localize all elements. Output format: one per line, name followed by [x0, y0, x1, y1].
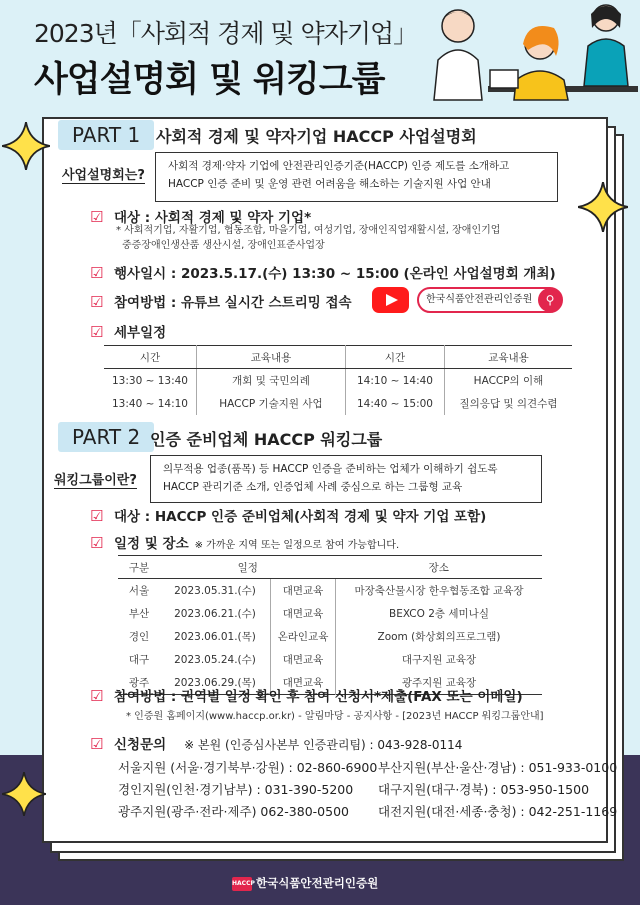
part2-contact-title: ☑ 신청문의 ※ 본원 (인증심사본부 인증관리팀) : 043-928-0114	[90, 735, 463, 753]
part2-target: ☑ 대상 : HACCP 인증 준비업체(사회적 경제 및 약자 기업 포함)	[90, 507, 487, 525]
youtube-icon[interactable]	[372, 287, 409, 313]
contact-main: ※ 본원 (인증심사본부 인증관리팀) : 043-928-0114	[184, 738, 463, 752]
search-box[interactable]	[417, 287, 563, 313]
search-text: 한국식품안전관리인증원	[426, 294, 533, 305]
check-icon: ☑	[90, 735, 104, 753]
check-icon: ☑	[90, 208, 104, 226]
place-note: ※ 가까운 지역 또는 일정으로 참여 가능합니다.	[194, 540, 400, 551]
part1-description-box	[155, 152, 558, 202]
part1-target: ☑ 대상 : 사회적 경제 및 약자 기업*	[90, 208, 312, 226]
desc-line: HACCP 관리기준 소개, 인증업체 사례 중심으로 하는 그룹형 교육	[163, 481, 463, 493]
desc-line: HACCP 인증 준비 및 운영 관련 어려움을 해소하는 기술지원 사업 안내	[168, 178, 491, 190]
table-header-row: 시간 교육내용 시간 교육내용	[104, 346, 572, 369]
part2-method: ☑ 참여방법 : 권역별 일정 확인 후 참여 신청서*제출(FAX 또는 이메일)	[90, 687, 523, 705]
contact-daejeon: 대전지원(대전·세종·충청) : 042-251-1169	[378, 804, 618, 819]
part2-question: 워킹그룹이란?	[54, 469, 137, 489]
places-table	[118, 555, 542, 695]
footer-logo	[232, 875, 378, 891]
part2-label: PART 2	[58, 422, 154, 452]
sparkle-icon	[2, 122, 50, 170]
search-icon[interactable]: ⚲	[538, 288, 562, 312]
check-icon: ☑	[90, 534, 104, 552]
table-row: 부산 2023.06.21.(수) 대면교육 BEXCO 2층 세미나실	[118, 602, 542, 625]
table-row: 13:40 ~ 14:10 HACCP 기술지원 사업 14:40 ~ 15:00 질의응답 및 의견수렴	[104, 392, 572, 415]
table-row: 광주 2023.06.29.(목) 대면교육 광주지원 교육장	[118, 671, 542, 695]
table-header-row: 구분 일정 장소	[118, 556, 542, 579]
check-icon: ☑	[90, 323, 104, 341]
contact-gwangju: 광주지원(광주·전라·제주) 062-380-0500	[118, 804, 349, 819]
part1-method: ☑ 참여방법 : 유튜브 실시간 스트리밍 접속	[90, 293, 352, 311]
part1-target-note: * 사회적기업, 자활기업, 협동조합, 마을기업, 여성기업, 장애인직업재활시설, 장애인기업 중증장애인생산품 생산시설, 장애인표준사업장	[116, 225, 501, 251]
part1-question: 사업설명회는?	[62, 164, 145, 184]
part1-detail-title: ☑ 세부일정	[90, 323, 167, 341]
people-illustration	[428, 0, 640, 112]
contact-daegu: 대구지원(대구·경북) : 053-950-1500	[378, 782, 590, 797]
desc-line: 의무적용 업종(품목) 등 HACCP 인증을 준비하는 업체가 이해하기 쉽도록	[163, 463, 498, 475]
footer-org: 한국식품안전관리인증원	[256, 876, 379, 890]
contact-seoul: 서울지원 (서울·경기북부·강원) : 02-860-6900	[118, 760, 378, 775]
table-row: 서울 2023.05.31.(수) 대면교육 마장축산물시장 한우협동조합 교육장	[118, 579, 542, 603]
sparkle-icon	[2, 772, 46, 816]
table-row: 경인 2023.06.01.(목) 온라인교육 Zoom (화상회의프로그램)	[118, 625, 542, 648]
schedule-table	[104, 345, 572, 415]
haccp-logo-icon: HACCP	[232, 877, 252, 891]
part2-method-note: * 인증원 홈페이지(www.haccp.or.kr) - 알림마당 - 공지사항 - [2023년 HACCP 워킹그룹안내]	[126, 711, 544, 722]
part2-subtitle: 인증 준비업체 HACCP 워킹그룹	[150, 430, 383, 449]
desc-line: 사회적 경제·약자 기업에 안전관리인증기준(HACCP) 인증 제도를 소개하고	[168, 160, 510, 172]
part1-label: PART 1	[58, 120, 154, 150]
contact-gyeongin: 경인지원(인천·경기남부) : 031-390-5200	[118, 782, 354, 797]
title-line-1: 2023년「사회적 경제 및 약자기업」	[34, 19, 418, 48]
part1-date: ☑ 행사일시 : 2023.5.17.(수) 13:30 ~ 15:00 (온라인 사업설명회 개최)	[90, 264, 556, 282]
check-icon: ☑	[90, 687, 104, 705]
check-icon: ☑	[90, 293, 104, 311]
check-icon: ☑	[90, 507, 104, 525]
part2-description-box	[150, 455, 542, 503]
table-row: 대구 2023.05.24.(수) 대면교육 대구지원 교육장	[118, 648, 542, 671]
check-icon: ☑	[90, 264, 104, 282]
table-row: 13:30 ~ 13:40 개회 및 국민의례 14:10 ~ 14:40 HACCP의 이해	[104, 369, 572, 393]
part1-subtitle: 사회적 경제 및 약자기업 HACCP 사업설명회	[156, 127, 477, 146]
contact-busan: 부산지원(부산·울산·경남) : 051-933-0100	[378, 760, 618, 775]
part2-place-title: ☑ 일정 및 장소 ※ 가까운 지역 또는 일정으로 참여 가능합니다.	[90, 534, 400, 552]
sparkle-icon	[578, 182, 628, 232]
title-line-2: 사업설명회 및 워킹그룹	[34, 60, 385, 100]
